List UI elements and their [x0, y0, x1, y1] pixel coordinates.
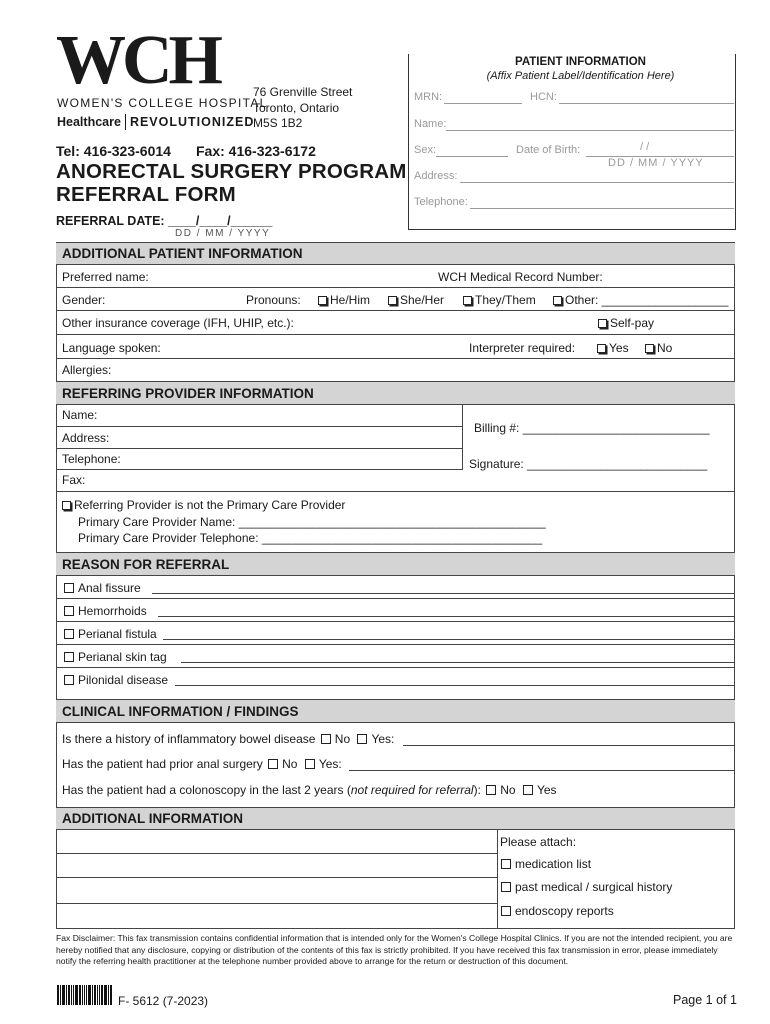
they-them-label: They/Them	[475, 293, 536, 307]
hospital-address	[253, 85, 352, 132]
patient-telephone-field[interactable]	[470, 208, 734, 209]
attachment-option[interactable]	[501, 880, 672, 894]
checkbox-colonoscopy-no[interactable]	[486, 785, 496, 795]
dob-format: DD / MM / YYYY	[608, 157, 704, 169]
provider-divider	[462, 405, 463, 470]
reason-row	[56, 645, 735, 668]
colonoscopy-yes-label: Yes	[536, 783, 557, 797]
ibd-yes-label: Yes:	[371, 732, 395, 746]
preferred-name-label[interactable]: Preferred name:	[62, 270, 149, 284]
not-primary-option[interactable]	[62, 498, 345, 512]
hcn-field[interactable]	[559, 103, 734, 104]
checkbox-he-him[interactable]	[318, 296, 327, 305]
pcp-telephone-field[interactable]: Primary Care Provider Telephone: __________________________________________	[78, 531, 543, 545]
reason-row	[56, 576, 735, 599]
attachment-checkbox[interactable]	[501, 859, 511, 869]
referral-date-label[interactable]: REFERRAL DATE: ____/____/______	[56, 214, 273, 228]
attachment-label: endoscopy reports	[515, 904, 614, 918]
reason-details-line[interactable]	[152, 593, 734, 594]
interpreter-yes[interactable]	[597, 341, 629, 355]
form-title	[56, 160, 407, 206]
other-label: Other: ___________________	[565, 293, 729, 307]
form-number: F- 5612 (7-2023)	[118, 994, 209, 1008]
checkbox-interpreter-yes[interactable]	[597, 344, 606, 353]
reason-checkbox[interactable]	[64, 629, 74, 639]
pcp-name-field[interactable]: Primary Care Provider Name: ______________________________________________	[78, 515, 546, 529]
patient-box-subtitle: (Affix Patient Label/Identification Here)	[486, 70, 675, 82]
reason-option[interactable]	[64, 581, 141, 595]
colonoscopy-question[interactable]	[62, 783, 557, 797]
reason-label: Hemorrhoids	[78, 604, 147, 618]
patient-name-field[interactable]	[446, 130, 734, 131]
section-reason: REASON FOR REFERRAL	[56, 552, 735, 576]
language-label[interactable]: Language spoken:	[62, 341, 161, 355]
reason-row	[56, 622, 735, 645]
logo-tag-divider	[125, 114, 126, 130]
ibd-yes-line[interactable]	[403, 745, 734, 746]
section-additional-patient: ADDITIONAL PATIENT INFORMATION	[56, 242, 735, 265]
address-line-2: Toronto, Ontario	[253, 100, 340, 115]
checkbox-other[interactable]	[553, 296, 562, 305]
gender-label[interactable]: Gender:	[62, 293, 106, 307]
checkbox-they-them[interactable]	[463, 296, 472, 305]
colonoscopy-no-label: No	[500, 783, 516, 797]
reason-checkbox[interactable]	[64, 606, 74, 616]
interpreter-yes-label: Yes	[609, 341, 629, 355]
reason-label: Perianal fistula	[78, 627, 157, 641]
row-gender	[56, 288, 735, 311]
section-referring-provider: REFERRING PROVIDER INFORMATION	[56, 381, 735, 405]
provider-fax-label[interactable]: Fax:	[62, 473, 86, 487]
reason-row	[56, 599, 735, 622]
checkbox-self-pay[interactable]	[598, 319, 607, 328]
notes-line-1[interactable]	[56, 853, 497, 854]
provider-telephone-label[interactable]: Telephone:	[62, 452, 121, 466]
colonoscopy-note: not required for referral	[350, 783, 474, 797]
reason-details-line[interactable]	[163, 639, 734, 640]
wch-logo: WCH	[56, 22, 219, 99]
self-pay-label: Self-pay	[610, 316, 655, 330]
reason-checkbox[interactable]	[64, 583, 74, 593]
checkbox-surgery-yes[interactable]	[305, 759, 315, 769]
pronoun-they-them[interactable]	[463, 293, 536, 307]
checkbox-surgery-no[interactable]	[268, 759, 278, 769]
interpreter-no-label: No	[657, 341, 673, 355]
address-line-3: M5S 1B2	[253, 116, 303, 130]
reason-checkbox[interactable]	[64, 675, 74, 685]
reason-option[interactable]	[64, 627, 157, 641]
colonoscopy-text: Has the patient had a colonoscopy in the last 2 years (	[62, 783, 351, 797]
attachment-option[interactable]	[501, 904, 614, 918]
ibd-question-text: Is there a history of inflammatory bowel disease	[62, 732, 316, 746]
signature-field[interactable]: Signature: ___________________________	[469, 457, 708, 471]
row-provider-fax	[56, 470, 735, 492]
patient-address-field[interactable]	[460, 182, 734, 183]
colonoscopy-suffix: ):	[473, 783, 481, 797]
reason-checkbox[interactable]	[64, 652, 74, 662]
checkbox-ibd-no[interactable]	[321, 734, 331, 744]
page-number: Page 1 of 1	[673, 993, 737, 1007]
dob-label: Date of Birth:	[516, 144, 581, 156]
wch-mrn-label[interactable]: WCH Medical Record Number:	[438, 270, 603, 284]
pronoun-she-her[interactable]	[388, 293, 444, 307]
row-provider-name	[56, 405, 462, 427]
reason-row	[56, 668, 735, 691]
surgery-yes-line[interactable]	[349, 770, 734, 771]
please-attach-label: Please attach:	[500, 835, 577, 849]
billing-number-field[interactable]: Billing #: ____________________________	[474, 421, 710, 435]
reason-option[interactable]	[64, 673, 168, 687]
checkbox-she-her[interactable]	[388, 296, 397, 305]
prior-surgery-text: Has the patient had prior anal surgery	[62, 757, 263, 771]
row-provider-telephone	[56, 449, 462, 470]
row-provider-address	[56, 427, 462, 449]
sex-field[interactable]	[436, 156, 508, 157]
section-additional-info: ADDITIONAL INFORMATION	[56, 807, 735, 830]
patient-name-label: Name:	[414, 118, 447, 130]
reason-label: Perianal skin tag	[78, 650, 167, 664]
patient-box-title: PATIENT INFORMATION	[515, 56, 646, 68]
notes-line-2[interactable]	[56, 877, 497, 878]
patient-telephone-label: Telephone:	[414, 196, 468, 208]
attachment-label: medication list	[515, 857, 592, 871]
provider-name-label[interactable]: Name:	[62, 408, 98, 422]
reason-details-line[interactable]	[158, 616, 734, 617]
allergies-label[interactable]: Allergies:	[62, 363, 112, 377]
provider-address-label[interactable]: Address:	[62, 431, 110, 445]
hcn-label: HCN:	[530, 91, 557, 103]
hospital-fax: Fax: 416-323-6172	[196, 143, 316, 159]
surgery-yes-label: Yes:	[318, 757, 342, 771]
ibd-question[interactable]	[62, 732, 394, 746]
pronoun-he-him[interactable]	[318, 293, 370, 307]
form-title-line-1: ANORECTAL SURGERY PROGRAM	[56, 160, 407, 183]
dob-slashes: / /	[640, 141, 650, 153]
attachment-label: past medical / surgical history	[515, 880, 673, 894]
surgery-no-label: No	[282, 757, 298, 771]
logo-tag-right: REVOLUTIONIZED	[129, 115, 255, 129]
row-preferred-name	[56, 265, 735, 288]
attachment-checkbox[interactable]	[501, 882, 511, 892]
interpreter-label: Interpreter required:	[469, 341, 576, 355]
checkbox-not-primary[interactable]	[62, 501, 71, 510]
row-language	[56, 335, 735, 359]
mrn-label: MRN:	[414, 91, 443, 103]
reason-option[interactable]	[64, 650, 167, 664]
reason-option[interactable]	[64, 604, 147, 618]
checkbox-ibd-yes[interactable]	[357, 734, 367, 744]
row-insurance	[56, 311, 735, 335]
referral-date-format: DD / MM / YYYY	[175, 228, 271, 239]
reason-label: Pilonidal disease	[78, 673, 169, 687]
hospital-tel: Tel: 416-323-6014	[56, 143, 171, 159]
checkbox-colonoscopy-yes[interactable]	[523, 785, 533, 795]
sex-label: Sex:	[414, 144, 437, 156]
fax-disclaimer: Fax Disclaimer: This fax transmission contains confidential information that is intended only for the Women's College Hospital Clinics. If you are not the intended recipient, you are hereby notified that any disclosure, copying or distribution of the contents of this fax is strictly prohibited. If you have received this fax transmission in error, please immediately notify the referring health practitioner at the telephone number provided above to arrange for the return or destruction of this document.	[56, 933, 733, 966]
attachment-checkbox[interactable]	[501, 906, 511, 916]
attachment-option[interactable]	[501, 857, 591, 871]
patient-address-label: Address:	[414, 170, 458, 182]
section-clinical: CLINICAL INFORMATION / FINDINGS	[56, 699, 735, 723]
attach-divider	[497, 830, 498, 929]
logo-subtitle: WOMEN'S COLLEGE HOSPITAL	[57, 96, 268, 110]
ibd-no-label: No	[334, 732, 351, 746]
reason-details-line[interactable]	[181, 662, 734, 663]
logo-tag-left: Healthcare	[57, 115, 121, 129]
pronoun-other[interactable]	[553, 293, 728, 307]
row-primary-care	[56, 492, 735, 552]
pronouns-label: Pronouns:	[246, 293, 301, 307]
logo-tagline	[57, 114, 254, 130]
prior-surgery-question[interactable]	[62, 757, 342, 771]
interpreter-no[interactable]	[645, 341, 672, 355]
barcode-icon	[57, 985, 113, 1005]
mrn-field[interactable]	[444, 103, 522, 104]
insurance-label[interactable]: Other insurance coverage (IFH, UHIP, etc.):	[62, 316, 294, 330]
self-pay-option[interactable]	[598, 316, 654, 330]
notes-line-3[interactable]	[56, 903, 497, 904]
she-her-label: She/Her	[400, 293, 445, 307]
checkbox-interpreter-no[interactable]	[645, 344, 654, 353]
address-line-1: 76 Grenville Street	[253, 85, 353, 99]
reason-label: Anal fissure	[78, 581, 141, 595]
row-allergies	[56, 359, 735, 381]
form-title-line-2: REFERRAL FORM	[56, 183, 236, 206]
he-him-label: He/Him	[330, 293, 371, 307]
reason-details-line[interactable]	[175, 685, 734, 686]
not-primary-label: Referring Provider is not the Primary Care Provider	[74, 498, 346, 512]
